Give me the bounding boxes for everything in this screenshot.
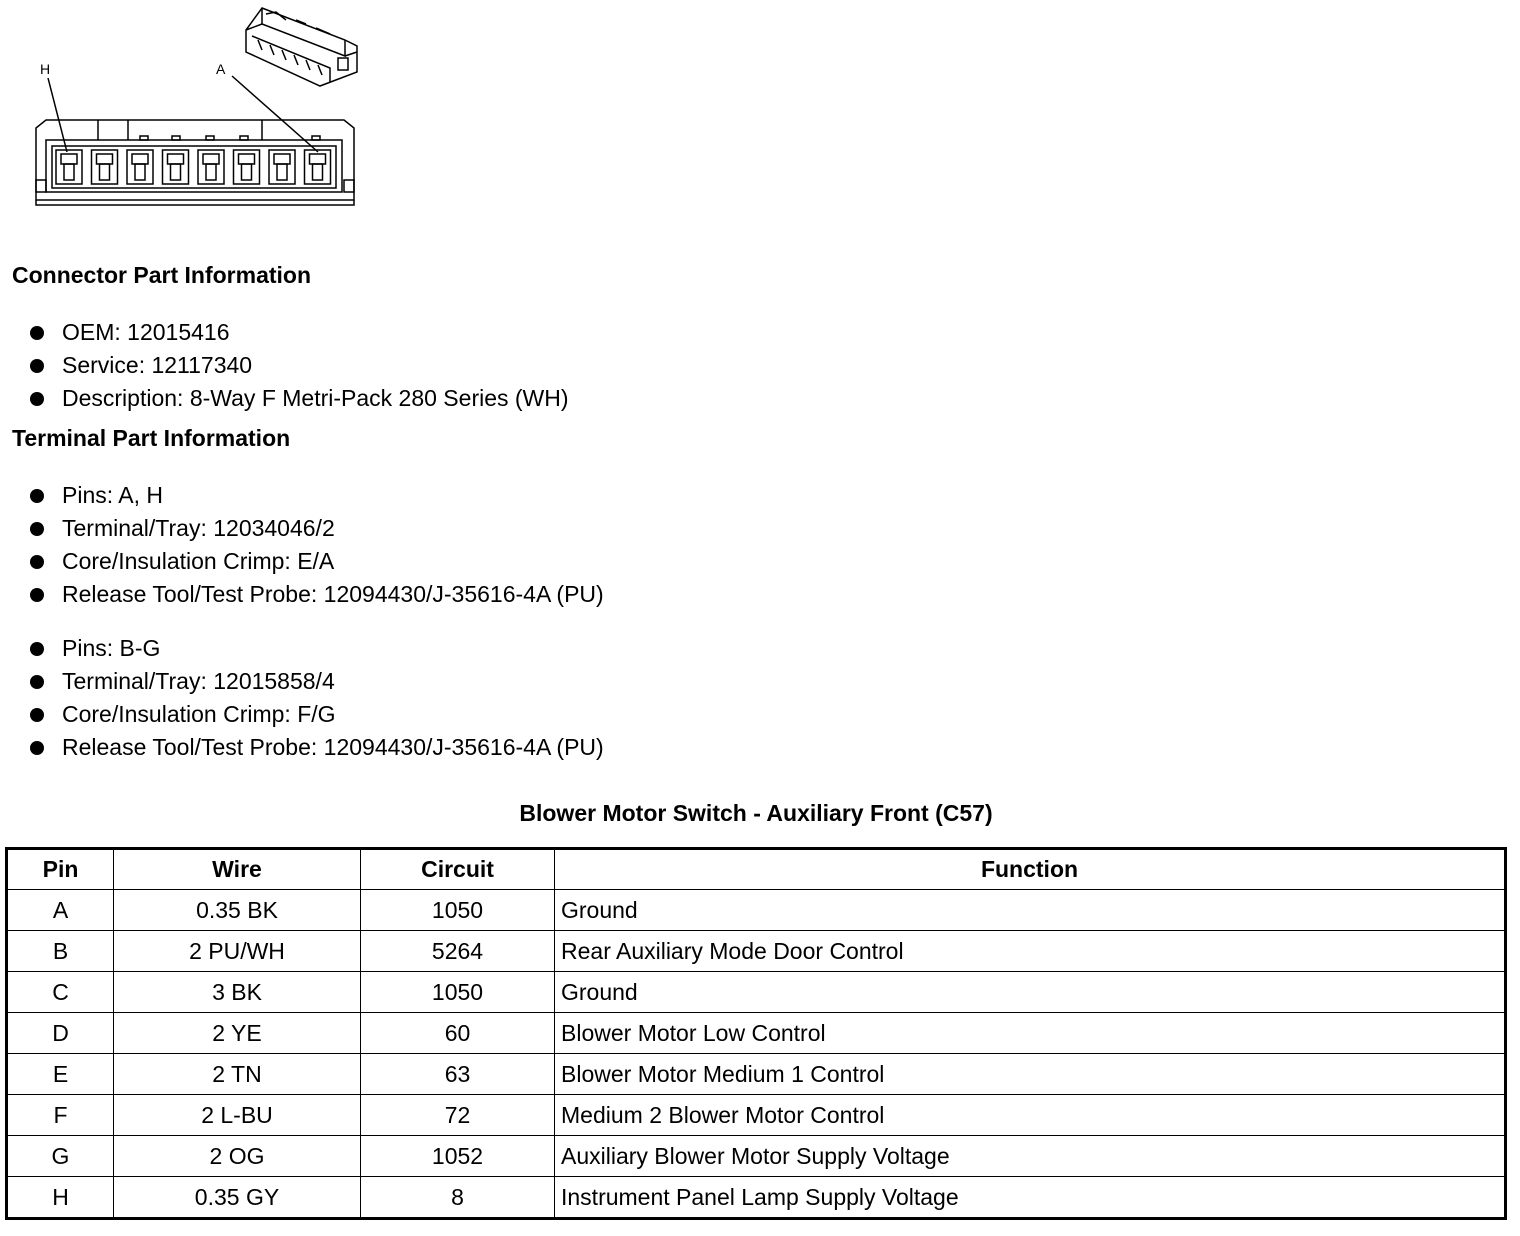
pin-cell: G xyxy=(7,1136,114,1177)
function-cell: Ground xyxy=(555,890,1506,931)
connector-face xyxy=(36,120,354,205)
pin-cell: E xyxy=(7,1054,114,1095)
header-function: Function xyxy=(555,849,1506,890)
function-cell: Ground xyxy=(555,972,1506,1013)
pin-h-leader-line xyxy=(48,78,67,152)
wire-cell: 3 BK xyxy=(114,972,361,1013)
circuit-cell: 72 xyxy=(361,1095,555,1136)
pin-cell: B xyxy=(7,931,114,972)
pin-label-a: A xyxy=(216,61,226,77)
terminal-info-list-2 xyxy=(28,632,604,764)
function-cell: Blower Motor Medium 1 Control xyxy=(555,1054,1506,1095)
terminal-info-list-1 xyxy=(28,479,604,611)
bullet-icon xyxy=(30,326,44,340)
bullet-icon xyxy=(30,708,44,722)
table-row xyxy=(7,972,1506,1013)
list-item: Terminal/Tray: 12034046/2 xyxy=(28,512,604,545)
header-circuit: Circuit xyxy=(361,849,555,890)
wire-cell: 2 YE xyxy=(114,1013,361,1054)
wire-cell: 0.35 GY xyxy=(114,1177,361,1219)
connector-info-list xyxy=(28,316,569,415)
list-item: Terminal/Tray: 12015858/4 xyxy=(28,665,604,698)
terminal-cavity xyxy=(269,150,295,184)
circuit-cell: 1050 xyxy=(361,972,555,1013)
connector-diagram xyxy=(0,0,380,215)
terminal-cavities xyxy=(56,150,331,184)
list-item: OEM: 12015416 xyxy=(28,316,569,349)
header-pin: Pin xyxy=(7,849,114,890)
table-header-row xyxy=(7,849,1506,890)
list-item: Release Tool/Test Probe: 12094430/J-35616-4A (PU) xyxy=(28,578,604,611)
list-item: Pins: A, H xyxy=(28,479,604,512)
bullet-icon xyxy=(30,489,44,503)
circuit-cell: 63 xyxy=(361,1054,555,1095)
bullet-icon xyxy=(30,675,44,689)
bullet-icon xyxy=(30,522,44,536)
list-item: Description: 8-Way F Metri-Pack 280 Series (WH) xyxy=(28,382,569,415)
pin-table xyxy=(5,847,1507,1220)
function-cell: Auxiliary Blower Motor Supply Voltage xyxy=(555,1136,1506,1177)
list-item: Core/Insulation Crimp: E/A xyxy=(28,545,604,578)
pin-cell: F xyxy=(7,1095,114,1136)
table-row xyxy=(7,890,1506,931)
connector-isometric-illustration xyxy=(246,8,357,86)
bullet-icon xyxy=(30,588,44,602)
pin-label-h: H xyxy=(40,61,51,77)
function-cell: Instrument Panel Lamp Supply Voltage xyxy=(555,1177,1506,1219)
circuit-cell: 5264 xyxy=(361,931,555,972)
wire-cell: 2 L-BU xyxy=(114,1095,361,1136)
bullet-icon xyxy=(30,642,44,656)
table-row xyxy=(7,1136,1506,1177)
pin-cell: D xyxy=(7,1013,114,1054)
wire-cell: 2 PU/WH xyxy=(114,931,361,972)
circuit-cell: 1052 xyxy=(361,1136,555,1177)
function-cell: Medium 2 Blower Motor Control xyxy=(555,1095,1506,1136)
terminal-cavity xyxy=(56,150,82,184)
table-row xyxy=(7,931,1506,972)
terminal-cavity xyxy=(198,150,224,184)
function-cell: Blower Motor Low Control xyxy=(555,1013,1506,1054)
circuit-cell: 8 xyxy=(361,1177,555,1219)
list-item: Core/Insulation Crimp: F/G xyxy=(28,698,604,731)
terminal-cavity xyxy=(305,150,331,184)
circuit-cell: 1050 xyxy=(361,890,555,931)
table-row xyxy=(7,1054,1506,1095)
pin-cell: C xyxy=(7,972,114,1013)
wire-cell: 2 TN xyxy=(114,1054,361,1095)
terminal-cavity xyxy=(163,150,189,184)
table-title: Blower Motor Switch - Auxiliary Front (C57) xyxy=(519,800,993,826)
circuit-cell: 60 xyxy=(361,1013,555,1054)
bullet-icon xyxy=(30,392,44,406)
header-wire: Wire xyxy=(114,849,361,890)
list-item: Release Tool/Test Probe: 12094430/J-35616-4A (PU) xyxy=(28,731,604,764)
pin-cell: H xyxy=(7,1177,114,1219)
terminal-cavity xyxy=(127,150,153,184)
table-row xyxy=(7,1013,1506,1054)
connector-info-heading: Connector Part Information xyxy=(12,262,312,288)
table-row xyxy=(7,1095,1506,1136)
bullet-icon xyxy=(30,555,44,569)
wire-cell: 2 OG xyxy=(114,1136,361,1177)
list-item: Pins: B-G xyxy=(28,632,604,665)
bullet-icon xyxy=(30,359,44,373)
list-item: Service: 12117340 xyxy=(28,349,569,382)
terminal-cavity xyxy=(234,150,260,184)
function-cell: Rear Auxiliary Mode Door Control xyxy=(555,931,1506,972)
wire-cell: 0.35 BK xyxy=(114,890,361,931)
table-row xyxy=(7,1177,1506,1219)
terminal-info-heading: Terminal Part Information xyxy=(12,425,291,451)
pin-cell: A xyxy=(7,890,114,931)
terminal-cavity xyxy=(92,150,118,184)
bullet-icon xyxy=(30,741,44,755)
